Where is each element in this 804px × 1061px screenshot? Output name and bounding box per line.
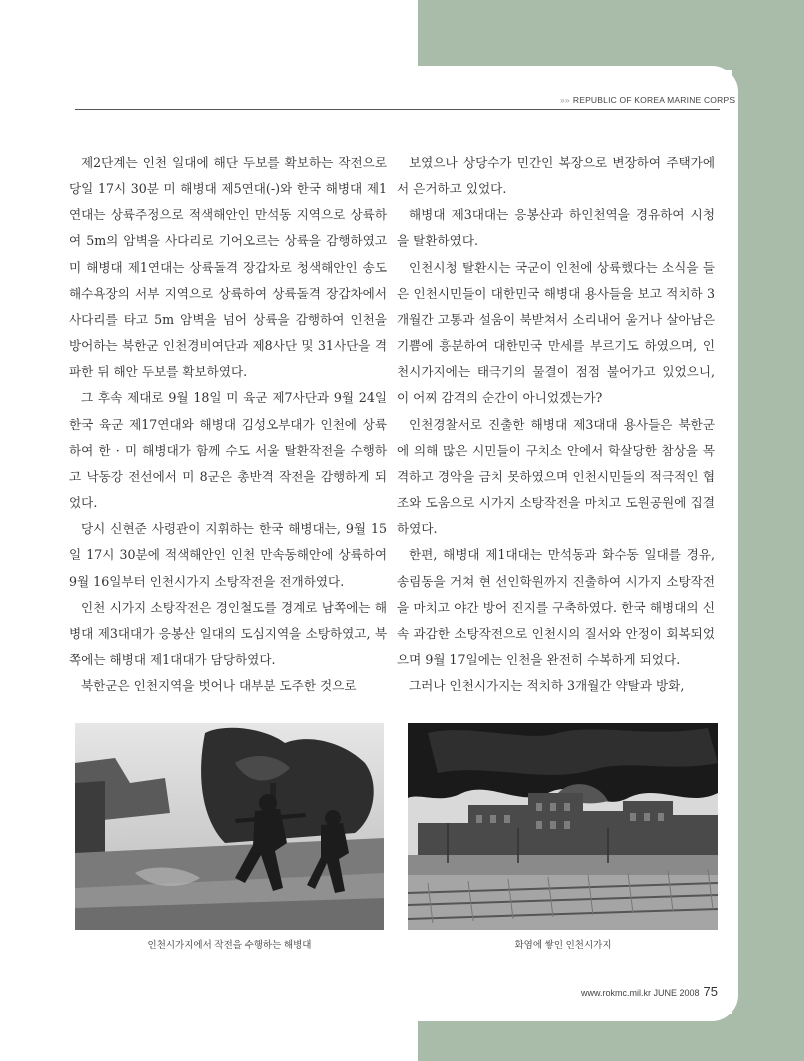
green-side-band <box>732 60 804 1061</box>
paragraph: 보였으나 상당수가 민간인 복장으로 변장하여 주택가에서 은거하고 있었다. <box>397 155 715 197</box>
footer <box>581 984 718 999</box>
paragraph: 북한군은 인천지역을 벗어나 대부분 도주한 것으로 <box>81 678 357 694</box>
photo-caption-left: 인천시가지에서 작전을 수행하는 해병대 <box>147 940 312 951</box>
paragraph: 한편, 해병대 제1대대는 만석동과 화수동 일대를 경유, 송림동을 거쳐 현 선인학원까지 진출하여 시가지 소탕작전을 마치고 야간 방어 진지를 구축하였다. 한국 해병대의 신속 과감한 소탕작전으로 인천시의 질서와 안정이 회복되었으며 9월 17일에는 인천을 완전히 수복하게 되었다. <box>397 547 715 667</box>
page-number: 75 <box>703 984 718 999</box>
chevron-icon: »» <box>560 95 570 105</box>
paragraph: 당시 신현준 사령관이 지휘하는 한국 해병대는, 9월 15일 17시 30분에 적색해안인 인천 만속동해안에 상륙하여 9월 16일부터 인천시가지 소탕작전을 전개하였다. <box>69 521 387 589</box>
photo-marines-image <box>75 723 384 930</box>
photo-marines-street-operation <box>75 723 384 930</box>
paragraph: 그러나 인천시가지는 적치하 3개월간 약탈과 방화, <box>409 678 685 694</box>
left-text-column <box>69 150 387 699</box>
paragraph: 그 후속 제대로 9월 18일 미 육군 제7사단과 9월 24일 한국 육군 제17연대와 해병대 김성오부대가 인천에 상륙하여 한 · 미 해병대가 함께 수도 서울 탈환작전을 수행하고 낙동강 전선에서 미 8군은 총반격 작전을 감행하게 되었다. <box>69 390 387 511</box>
paragraph: 인천경찰서로 진출한 해병대 제3대대 용사들은 북한군에 의해 많은 시민들이 구치소 안에서 학살당한 참상을 목격하고 경악을 금치 못하였으며 인천시민들의 적극적인 협조와 도움으로 시가지 소탕작전을 마치고 도원공원에 집결하였다. <box>397 416 715 537</box>
footer-text: www.rokmc.mil.kr JUNE 2008 <box>581 988 700 998</box>
header-title: REPUBLIC OF KOREA MARINE CORPS <box>572 95 736 105</box>
photo-flames-image <box>408 723 718 930</box>
paragraph: 해병대 제3대대는 응봉산과 하인천역을 경유하여 시청을 탈환하였다. <box>397 207 715 249</box>
paragraph: 인천 시가지 소탕작전은 경인철도를 경계로 남쪽에는 해병대 제3대대가 응봉산 일대의 도심지역을 소탕하였고, 북쪽에는 해병대 제1대대가 담당하였다. <box>69 599 387 667</box>
right-text-column <box>397 150 715 699</box>
header-rule <box>75 109 720 110</box>
photo-caption-right: 화염에 쌓인 인천시가지 <box>514 940 612 951</box>
photo-city-in-flames <box>408 723 718 930</box>
paragraph: 인천시청 탈환시는 국군이 인천에 상륙했다는 소식을 들은 인천시민들이 대한민국 해병대 용사들을 보고 적치하 3개월간 고통과 설움이 북받쳐서 소리내어 울거나 살아남은 기쁨에 흥분하여 대한민국 만세를 부르기도 하였으며, 인천시가지에는 태극기의 물결이 점점 불어가고 있었으니, 이 어찌 감격의 순간이 아니었겠는가? <box>397 259 715 406</box>
paragraph: 제2단계는 인천 일대에 해단 두보를 확보하는 작전으로 당일 17시 30분 미 해병대 제5연대(-)와 한국 해병대 제1연대는 상륙주정으로 적색해안인 만석동 지역으로 상륙하여 5m의 암벽을 사다리로 기어오르는 상륙을 감행하였고 미 해병대 제1연대는 상륙돌격 장갑차로 청색해안인 송도해수욕장의 서부 지역으로 상륙하여 상륙돌격 장갑차에서 사다리를 타고 5m 암벽을 넘어 상륙을 감행하여 인천을 방어하는 북한군 인천경비여단과 제8사단 및 31사단을 격파한 뒤 해안 두보를 확보하였다. <box>69 155 387 380</box>
green-bottom-band <box>418 1014 804 1061</box>
running-header <box>560 95 736 105</box>
